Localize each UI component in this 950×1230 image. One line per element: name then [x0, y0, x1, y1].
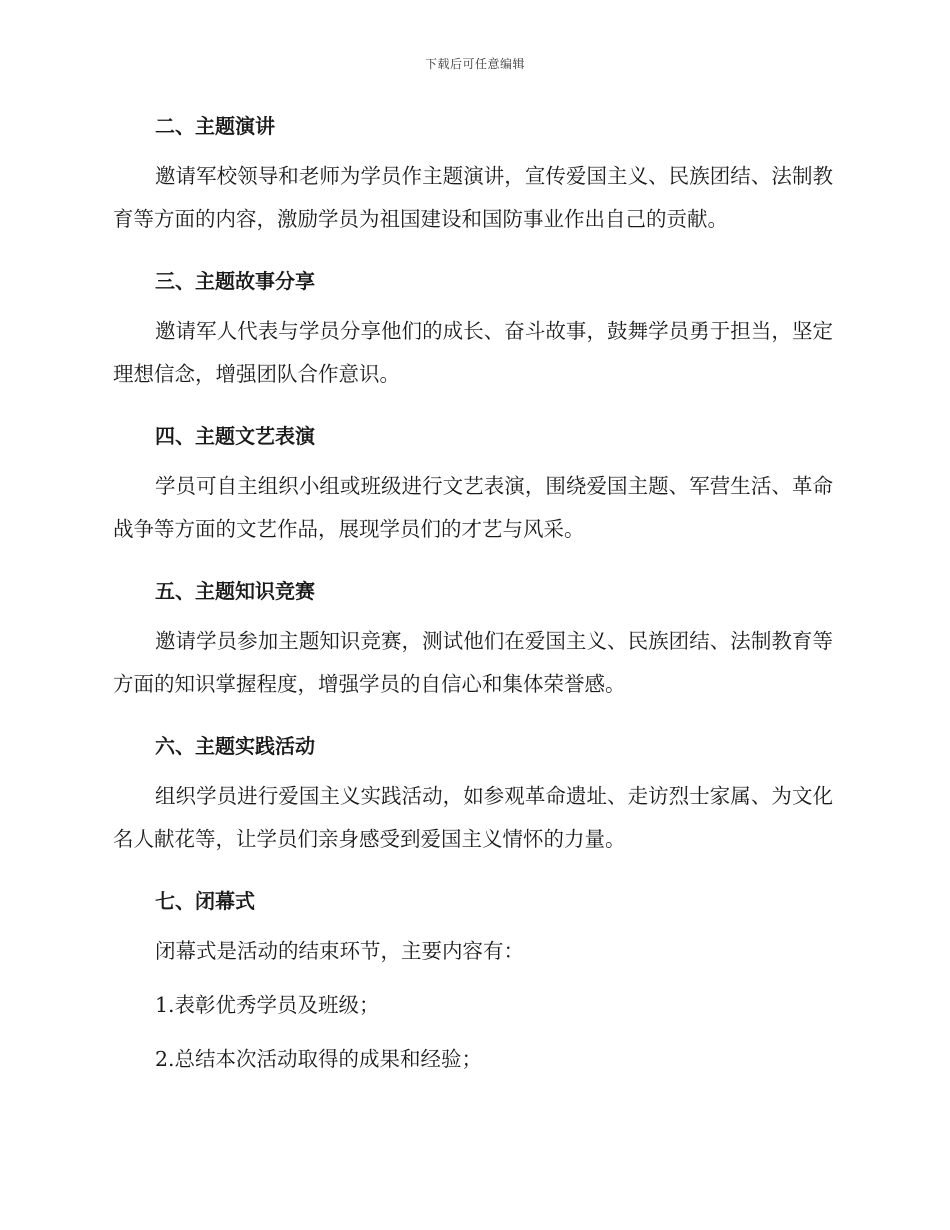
list-item-1: 1.表彰优秀学员及班级； [155, 993, 380, 1017]
section-heading-5: 五、主题知识竞赛 [155, 579, 315, 603]
section-heading-4: 四、主题文艺表演 [155, 424, 315, 448]
section-heading-6: 六、主题实践活动 [155, 734, 315, 758]
section-heading-2: 二、主题演讲 [155, 114, 275, 138]
section-body-5: 邀请学员参加主题知识竞赛，测试他们在爱国主义、民族团结、法制教育等方面的知识掌握程度，增强学员的自信心和集体荣誉感。 [113, 629, 833, 696]
list-item-2: 2.总结本次活动取得的成果和经验； [155, 1047, 483, 1071]
section-body-2: 邀请军校领导和老师为学员作主题演讲，宣传爱国主义、民族团结、法制教育等方面的内容，激励学员为祖国建设和国防事业作出自己的贡献。 [113, 164, 833, 231]
section-body-6: 组织学员进行爱国主义实践活动，如参观革命遗址、走访烈士家属、为文化名人献花等，让学员们亲身感受到爱国主义情怀的力量。 [113, 784, 833, 851]
section-heading-7: 七、闭幕式 [155, 889, 255, 913]
section-body-7: 闭幕式是活动的结束环节，主要内容有： [155, 939, 524, 963]
section-body-3: 邀请军人代表与学员分享他们的成长、奋斗故事，鼓舞学员勇于担当，坚定理想信念，增强团队合作意识。 [113, 319, 833, 386]
document-body [113, 108, 833, 1081]
page-header: 下载后可任意编辑 [424, 57, 525, 71]
section-body-4: 学员可自主组织小组或班级进行文艺表演，围绕爱国主题、军营生活、革命战争等方面的文艺作品，展现学员们的才艺与风采。 [113, 474, 833, 541]
section-heading-3: 三、主题故事分享 [155, 269, 315, 293]
